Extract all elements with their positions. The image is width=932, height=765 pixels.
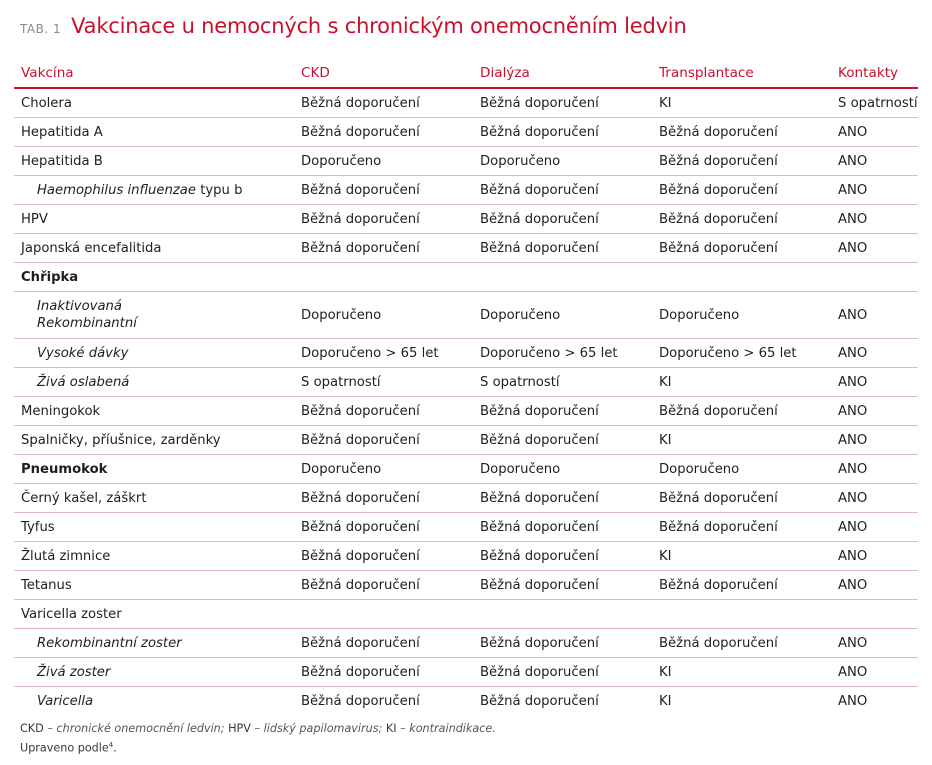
vaccine-name: Černý kašel, záškrt: [14, 484, 294, 513]
abbreviation-definition: – lidský papilomavirus;: [250, 722, 386, 735]
ckd-cell: Běžná doporučení: [294, 205, 473, 234]
dialysis-cell: S opatrností: [473, 368, 652, 397]
transplant-cell: Doporučeno > 65 let: [652, 339, 831, 368]
dialysis-cell: Běžná doporučení: [473, 397, 652, 426]
contacts-cell: ANO: [831, 118, 918, 147]
ckd-cell: Běžná doporučení: [294, 176, 473, 205]
table-row: [14, 426, 918, 455]
vaccine-name: Meningokok: [14, 397, 294, 426]
ckd-cell: Doporučeno: [294, 147, 473, 176]
ckd-cell: Běžná doporučení: [294, 571, 473, 600]
group-label: Varicella zoster: [14, 600, 294, 629]
dialysis-cell: Běžná doporučení: [473, 658, 652, 687]
vaccine-name: Varicella: [37, 693, 94, 709]
table-row: [14, 484, 918, 513]
table-row: [14, 234, 918, 263]
ckd-cell: Běžná doporučení: [294, 484, 473, 513]
transplant-cell: Běžná doporučení: [652, 234, 831, 263]
column-header-vaccine: Vakcína: [14, 58, 294, 88]
vaccine-name: Vysoké dávky: [14, 339, 294, 368]
table-row: [14, 88, 918, 118]
ckd-cell: Běžná doporučení: [294, 542, 473, 571]
contacts-cell: ANO: [831, 484, 918, 513]
vaccine-name-line: Rekombinantní: [37, 316, 137, 331]
vaccine-name: Japonská encefalitida: [14, 234, 294, 263]
page-title: [20, 14, 687, 44]
contacts-cell: ANO: [831, 292, 918, 339]
table-row: [14, 147, 918, 176]
dialysis-cell: Běžná doporučení: [473, 629, 652, 658]
transplant-cell: KI: [652, 426, 831, 455]
table-row: [14, 118, 918, 147]
table-row: [14, 368, 918, 397]
table-row: [14, 205, 918, 234]
transplant-cell: KI: [652, 542, 831, 571]
abbreviation: HPV: [228, 722, 251, 735]
ckd-cell: Běžná doporučení: [294, 513, 473, 542]
table-header-row: [14, 58, 918, 88]
transplant-cell: Běžná doporučení: [652, 629, 831, 658]
transplant-cell: Doporučeno: [652, 292, 831, 339]
dialysis-cell: Doporučeno: [473, 455, 652, 484]
dialysis-cell: Běžná doporučení: [473, 88, 652, 118]
ckd-cell: S opatrností: [294, 368, 473, 397]
contacts-cell: ANO: [831, 455, 918, 484]
contacts-cell: ANO: [831, 205, 918, 234]
table-group-row: [14, 263, 918, 292]
dialysis-cell: Doporučeno: [473, 292, 652, 339]
dialysis-cell: Běžná doporučení: [473, 542, 652, 571]
ckd-cell: Běžná doporučení: [294, 629, 473, 658]
vaccine-name-italic: Haemophilus influenzae: [37, 182, 196, 198]
vaccine-name: [14, 292, 294, 339]
dialysis-cell: Běžná doporučení: [473, 234, 652, 263]
vaccine-name: Živá oslabená: [14, 368, 294, 397]
column-header-ckd: CKD: [294, 58, 473, 88]
group-label: Chřipka: [14, 263, 294, 292]
contacts-cell: ANO: [831, 571, 918, 600]
ckd-cell: Běžná doporučení: [294, 118, 473, 147]
abbreviations-note: [20, 720, 496, 737]
vaccine-name: Tyfus: [14, 513, 294, 542]
table-row: [14, 571, 918, 600]
contacts-cell: ANO: [831, 176, 918, 205]
table-row: [14, 176, 918, 205]
dialysis-cell: Běžná doporučení: [473, 484, 652, 513]
transplant-cell: Běžná doporučení: [652, 147, 831, 176]
vaccine-name: Spalničky, příušnice, zarděnky: [14, 426, 294, 455]
ckd-cell: Doporučeno > 65 let: [294, 339, 473, 368]
vaccine-name: Živá zoster: [14, 658, 294, 687]
contacts-cell: ANO: [831, 339, 918, 368]
table-title: Vakcinace u nemocných s chronickým onemocněním ledvin: [71, 14, 687, 38]
ckd-cell: Běžná doporučení: [294, 88, 473, 118]
transplant-cell: Běžná doporučení: [652, 484, 831, 513]
contacts-cell: ANO: [831, 234, 918, 263]
source-reference: 4: [108, 741, 114, 749]
contacts-cell: ANO: [838, 693, 868, 709]
contacts-cell: ANO: [831, 147, 918, 176]
vaccine-name: Žlutá zimnice: [14, 542, 294, 571]
table-row: [14, 658, 918, 687]
vaccine-name: Rekombinantní zoster: [14, 629, 294, 658]
abbreviation: KI: [385, 722, 397, 735]
vaccine-name-suffix: typu b: [200, 182, 243, 198]
dialysis-cell: Běžná doporučení: [473, 118, 652, 147]
vaccine-name: Tetanus: [14, 571, 294, 600]
vaccine-name: Hepatitida A: [14, 118, 294, 147]
transplant-cell: KI: [659, 693, 672, 709]
vaccine-name: Cholera: [14, 88, 294, 118]
table-row: [14, 513, 918, 542]
table-row: [14, 542, 918, 571]
transplant-cell: Běžná doporučení: [652, 205, 831, 234]
contacts-cell: ANO: [831, 397, 918, 426]
vaccine-name: Pneumokok: [14, 455, 294, 484]
transplant-cell: Běžná doporučení: [652, 571, 831, 600]
table-group-row: [14, 600, 918, 629]
ckd-cell: Běžná doporučení: [294, 426, 473, 455]
table-row: [14, 629, 918, 658]
table-row: [14, 339, 918, 368]
table-row: [14, 397, 918, 426]
ckd-cell: Běžná doporučení: [294, 658, 473, 687]
contacts-cell: ANO: [831, 658, 918, 687]
contacts-cell: ANO: [831, 368, 918, 397]
transplant-cell: Běžná doporučení: [652, 397, 831, 426]
contacts-cell: ANO: [831, 542, 918, 571]
source-end: .: [113, 741, 117, 755]
dialysis-cell: Běžná doporučení: [473, 205, 652, 234]
table-footnote: [20, 720, 496, 757]
dialysis-cell: Doporučeno > 65 let: [473, 339, 652, 368]
vaccine-name-line: Inaktivovaná: [37, 299, 122, 314]
contacts-cell: ANO: [831, 513, 918, 542]
dialysis-cell: Běžná doporučení: [473, 426, 652, 455]
transplant-cell: KI: [652, 658, 831, 687]
contacts-cell: S opatrností: [831, 88, 918, 118]
vaccine-name: HPV: [14, 205, 294, 234]
transplant-cell: Běžná doporučení: [652, 176, 831, 205]
contacts-cell: ANO: [831, 629, 918, 658]
transplant-cell: Doporučeno: [652, 455, 831, 484]
transplant-cell: KI: [652, 88, 831, 118]
table-row: [14, 687, 918, 716]
vaccine-name: Hepatitida B: [14, 147, 294, 176]
abbreviation-definition: – chronické onemocnění ledvin;: [43, 722, 229, 735]
dialysis-cell: Běžná doporučení: [473, 176, 652, 205]
transplant-cell: Běžná doporučení: [652, 118, 831, 147]
vaccination-table: [14, 58, 918, 715]
ckd-cell: Běžná doporučení: [294, 234, 473, 263]
ckd-cell: Doporučeno: [294, 292, 473, 339]
ckd-cell: Běžná doporučení: [294, 397, 473, 426]
table-row: [14, 455, 918, 484]
ckd-cell: Běžná doporučení: [301, 693, 420, 709]
ckd-cell: Doporučeno: [294, 455, 473, 484]
vaccine-name: [14, 176, 294, 205]
abbreviation-definition: – kontraindikace.: [396, 722, 496, 735]
abbreviation: CKD: [20, 722, 44, 735]
column-header-transplant: Transplantace: [652, 58, 831, 88]
transplant-cell: KI: [652, 368, 831, 397]
dialysis-cell: Běžná doporučení: [473, 513, 652, 542]
contacts-cell: ANO: [831, 426, 918, 455]
dialysis-cell: Doporučeno: [473, 147, 652, 176]
table-number-label: TAB. 1: [20, 22, 62, 36]
transplant-cell: Běžná doporučení: [652, 513, 831, 542]
dialysis-cell: Běžná doporučení: [480, 693, 599, 709]
column-header-dialysis: Dialýza: [473, 58, 652, 88]
table-row: [14, 292, 918, 339]
column-header-contacts: Kontakty: [831, 58, 918, 88]
source-note: [20, 737, 496, 757]
dialysis-cell: Běžná doporučení: [473, 571, 652, 600]
source-text: Upraveno podle: [20, 741, 109, 755]
